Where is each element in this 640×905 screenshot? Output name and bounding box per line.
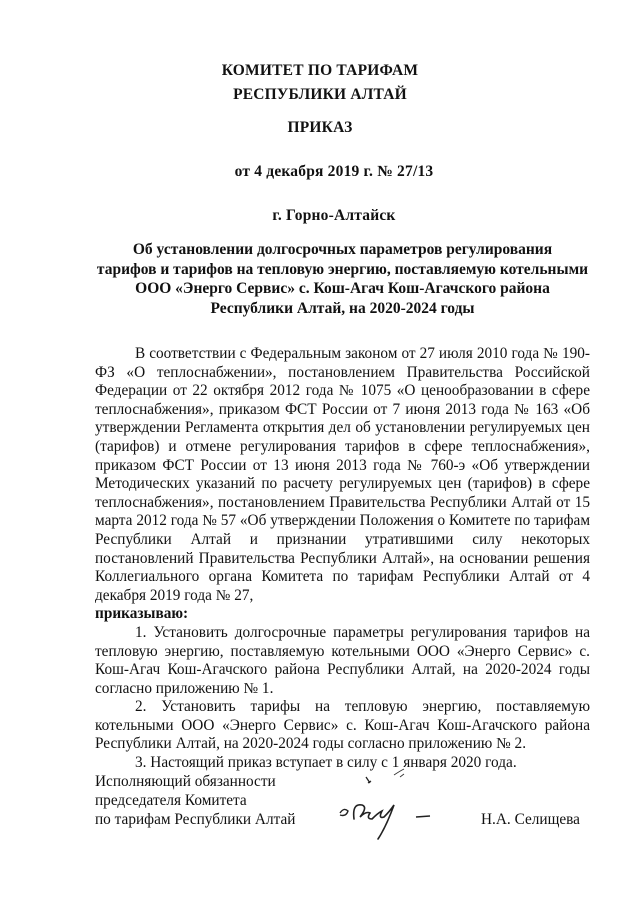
- org-name-line2: РЕСПУБЛИКИ АЛТАЙ: [233, 86, 407, 103]
- doc-title-line: Республики Алтай, на 2020-2024 годы: [210, 299, 475, 317]
- signatory-name: Н.А. Селищева: [481, 811, 580, 828]
- doc-title: [95, 240, 590, 318]
- preamble-paragraph: В соответствии с Федеральным законом от 27 июля 2010 года № 190-ФЗ «О теплоснабжении», постановлением Правительства Российской Федерации от 22 октября 2012 года № 1075 «О ценообразовании в сфере теплоснабжения», приказом ФСТ России от 7 июня 2013 года № 163 «Об утверждении Регламента открытия дел об установлении регулируемых цен (тарифов) и отмене регулирования тарифов в сфере теплоснабжения», приказом ФСТ России от 13 июня 2013 года № 760-э «Об утверждении Методических указаний по расчету регулируемых цен (тарифов) в сфере теплоснабжения», постановлением Правительства Республики Алтай от 15 марта 2012 года № 57 «Об утверждении Положения о Комитете по тарифам Республики Алтай и признании утратившими силу некоторых постановлений Правительства Республики Алтай», на основании решения Коллегиального органа Комитета по тарифам Республики Алтай от 4 декабря 2019 года № 27,: [95, 345, 590, 604]
- doc-type: ПРИКАЗ: [287, 119, 353, 136]
- signatory-position-line: Исполняющий обязанности: [95, 773, 276, 790]
- doc-body: [95, 345, 590, 773]
- signatory-position: [95, 772, 295, 829]
- order-item-1: 1. Установить долгосрочные параметры регулирования тарифов на тепловую энергию, поставляемую котельными ООО «Энерго Сервис» с. Кош-Агач Кош-Агачского района Республики Алтай, на 2020-2024 годы согласно приложению № 1.: [95, 623, 590, 697]
- order-item-3: 3. Настоящий приказ вступает в силу с 1 января 2020 года.: [135, 754, 517, 772]
- signatory-position-line: по тарифам Республики Алтай: [95, 811, 296, 828]
- doc-title-line: тарифов и тарифов на тепловую энергию, поставляемую котельными: [96, 260, 589, 278]
- org-name-line1: КОМИТЕТ ПО ТАРИФАМ: [221, 62, 419, 79]
- doc-city: г. Горно-Алтайск: [272, 207, 396, 224]
- doc-title-line: ООО «Энерго Сервис» с. Кош-Агач Кош-Агачского района: [135, 280, 550, 297]
- signatory-position-line: председателя Комитета: [95, 792, 247, 809]
- doc-title-line: Об установлении долгосрочных параметров регулирования: [132, 241, 553, 258]
- doc-date-number: от 4 декабря 2019 г. № 27/13: [234, 163, 434, 180]
- order-word: приказываю:: [95, 605, 189, 623]
- handwritten-signature-icon: [330, 765, 450, 840]
- order-item-2: 2. Установить тарифы на тепловую энергию, поставляемую котельными ООО «Энерго Сервис» с. Кош-Агач Кош-Агачского района Республики Алтай, на 2020-2024 годы согласно приложению № 2.: [95, 698, 590, 753]
